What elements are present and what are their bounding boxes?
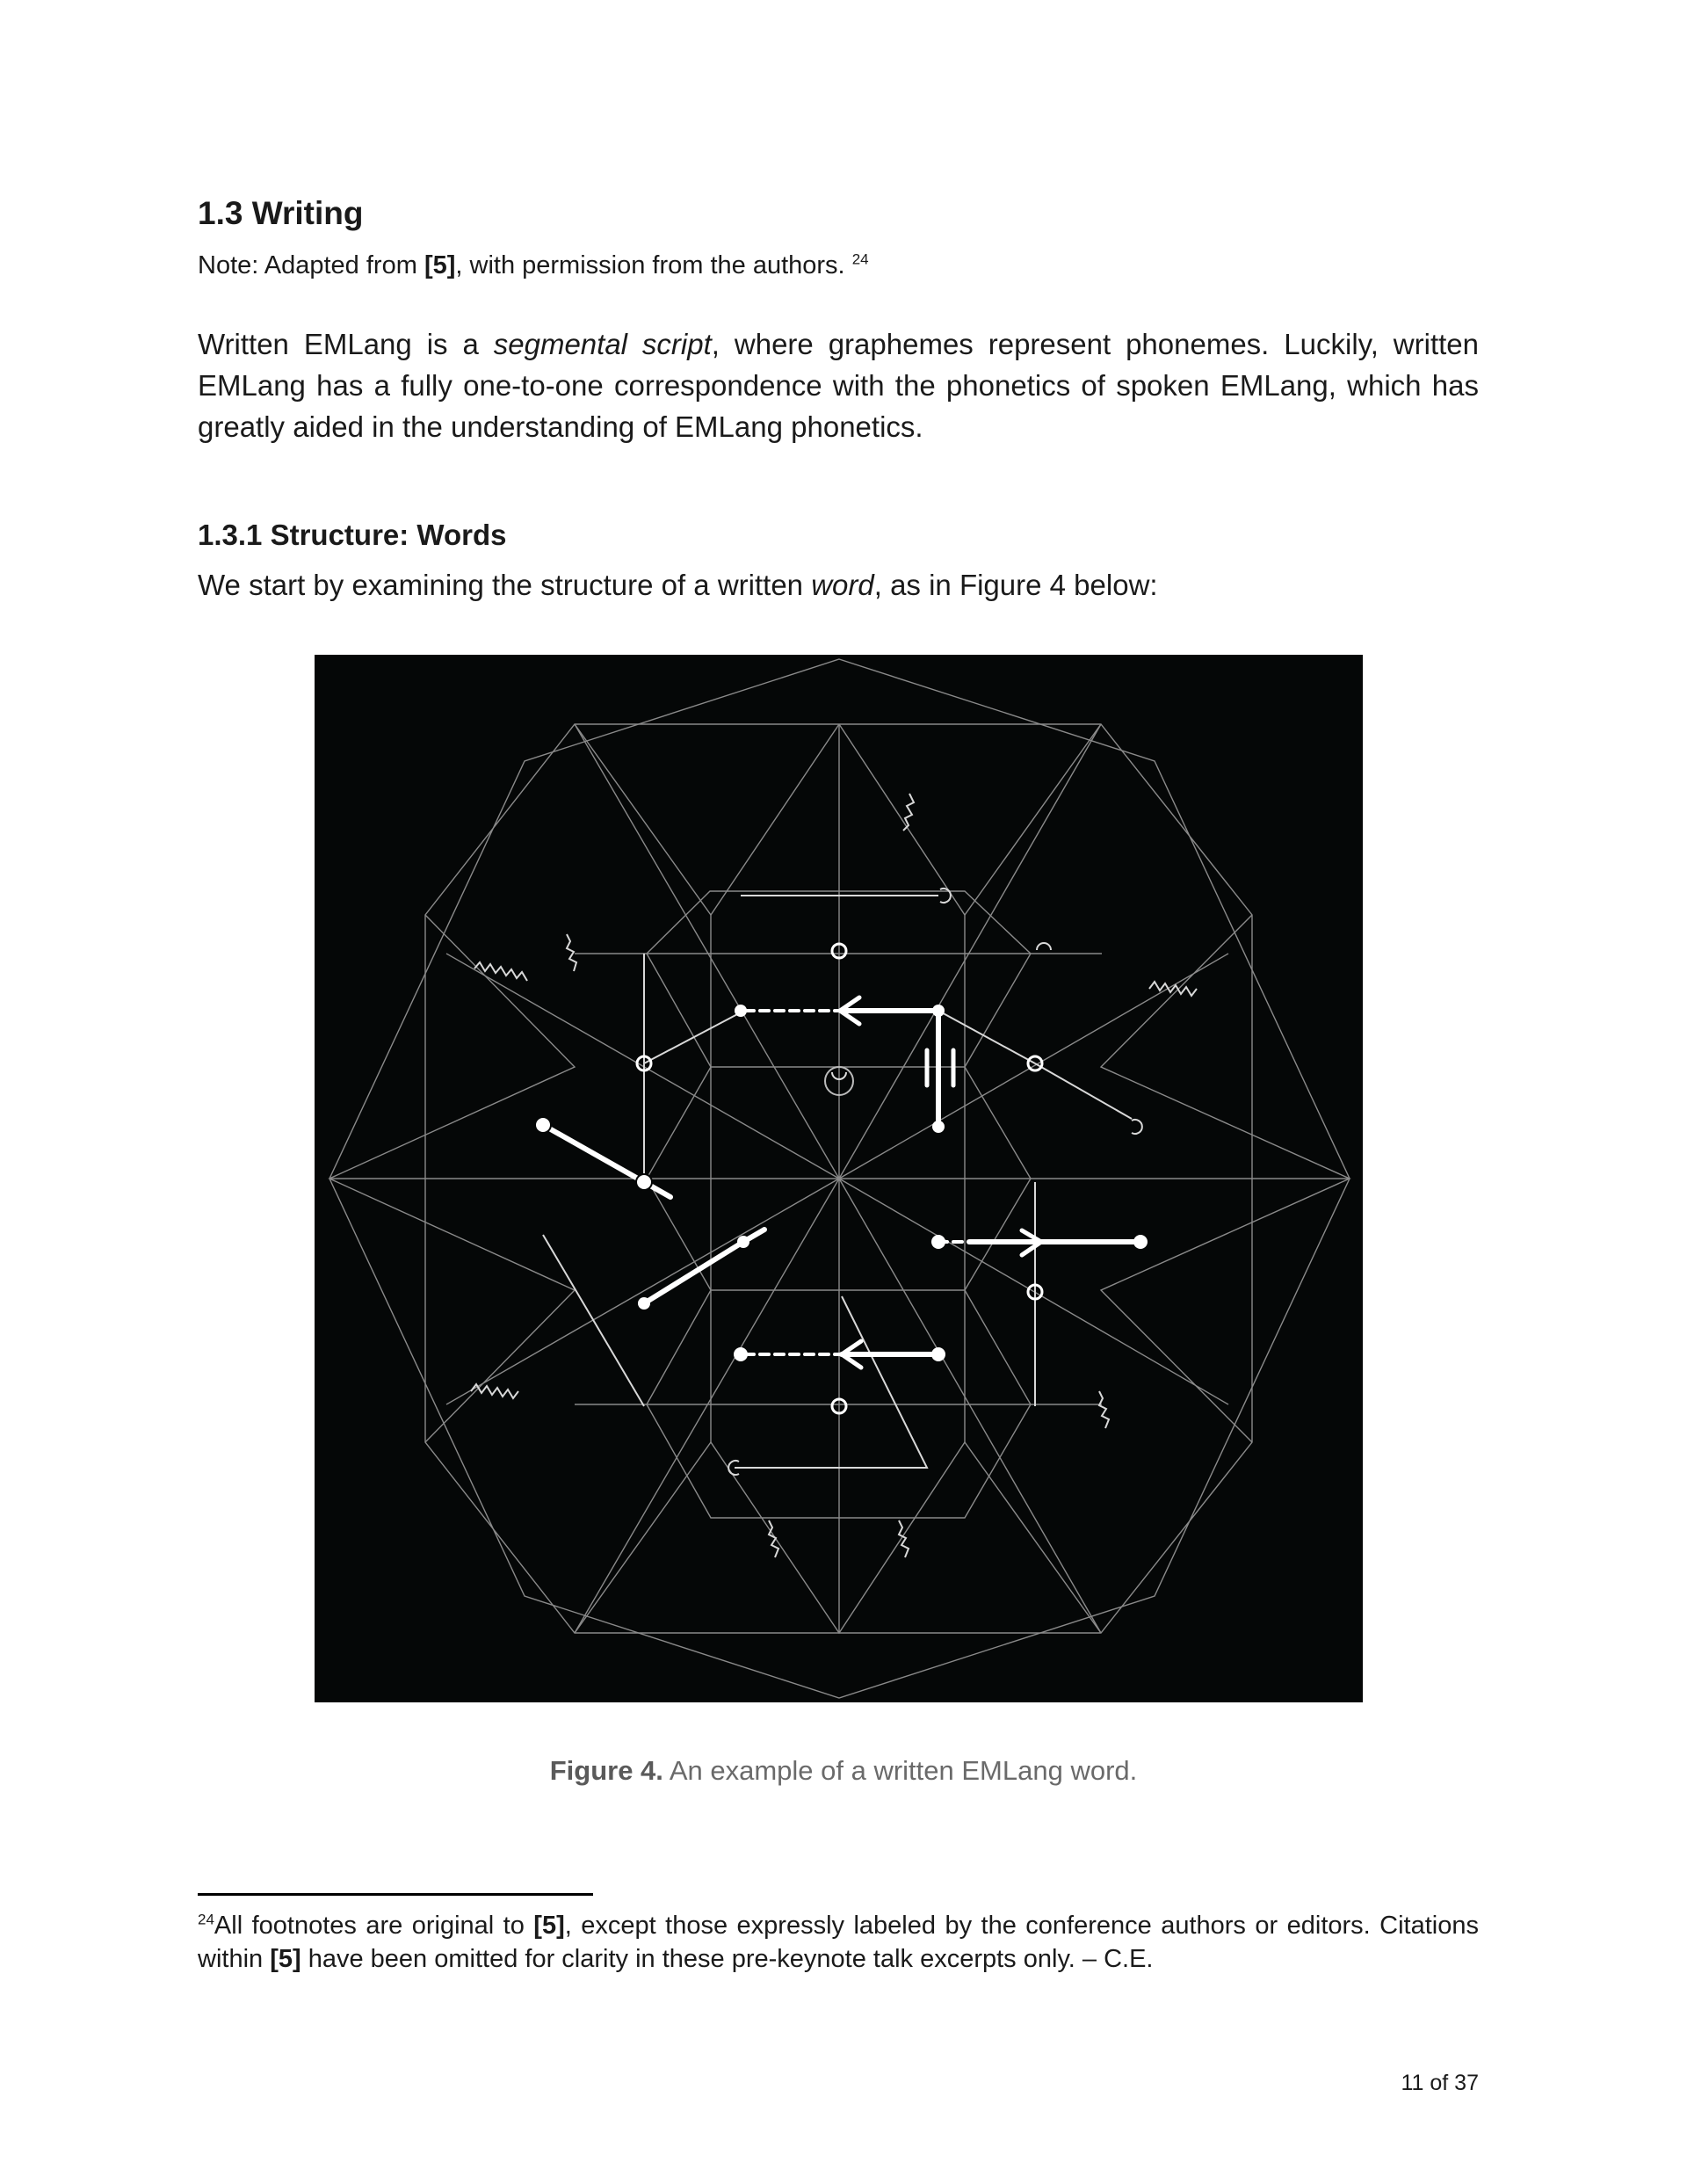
caption-label: Figure 4. xyxy=(549,1755,663,1786)
intro-paragraph xyxy=(198,323,1479,447)
para2-italic-term: word xyxy=(811,569,874,601)
subsection-heading: 1.3.1 Structure: Words xyxy=(198,519,507,551)
page-number: 11 of 37 xyxy=(1401,2071,1479,2095)
figure-caption xyxy=(0,1755,1687,1787)
note-reference: [5] xyxy=(424,251,456,279)
footnote-text-1: All footnotes are original to xyxy=(214,1912,534,1940)
para1-rest: , where graphemes represent phonemes. Luckily, written EMLang has a fully one-to-one correspondence with the phonetics of spoken EMLang, which has greatly aided in the understanding of EMLang phonetics. xyxy=(198,328,1479,443)
figure-emlang-word xyxy=(315,655,1363,1702)
caption-text: An example of a written EMLang word. xyxy=(662,1755,1138,1786)
para1-start: Written EMLang is a xyxy=(198,328,494,360)
note-rest: , with permission from the authors. xyxy=(455,251,845,279)
footnote xyxy=(198,1909,1479,1976)
construction-grid xyxy=(329,659,1350,1698)
para2-start: We start by examining the structure of a written xyxy=(198,569,812,601)
para1-italic-term: segmental script xyxy=(493,328,712,360)
wave-mark xyxy=(471,1384,518,1398)
wave-mark xyxy=(567,934,576,971)
adaptation-note xyxy=(198,251,869,280)
wave-mark xyxy=(899,1520,909,1557)
section-heading: 1.3 Writing xyxy=(198,195,364,231)
footnote-ref-2: [5] xyxy=(270,1945,301,1973)
footnote-divider xyxy=(198,1893,593,1896)
emlang-glyph-diagram xyxy=(315,655,1363,1702)
words-paragraph xyxy=(198,569,1158,602)
wave-mark xyxy=(474,962,527,981)
footnote-text-3: have been omitted for clarity in these pre-keynote talk excerpts only. – C.E. xyxy=(300,1945,1154,1973)
note-text: Note: Adapted from xyxy=(198,251,424,279)
para2-rest: , as in Figure 4 below: xyxy=(873,569,1158,601)
wave-mark xyxy=(769,1520,778,1557)
footnote-number: 24 xyxy=(198,1911,214,1928)
footnote-marker[interactable]: 24 xyxy=(851,250,869,268)
footnote-text-2: , except those expressly labeled by the conference authors or editors. Citations within xyxy=(198,1912,1479,1973)
footnote-ref-1: [5] xyxy=(533,1912,565,1940)
wave-mark xyxy=(1099,1391,1109,1428)
